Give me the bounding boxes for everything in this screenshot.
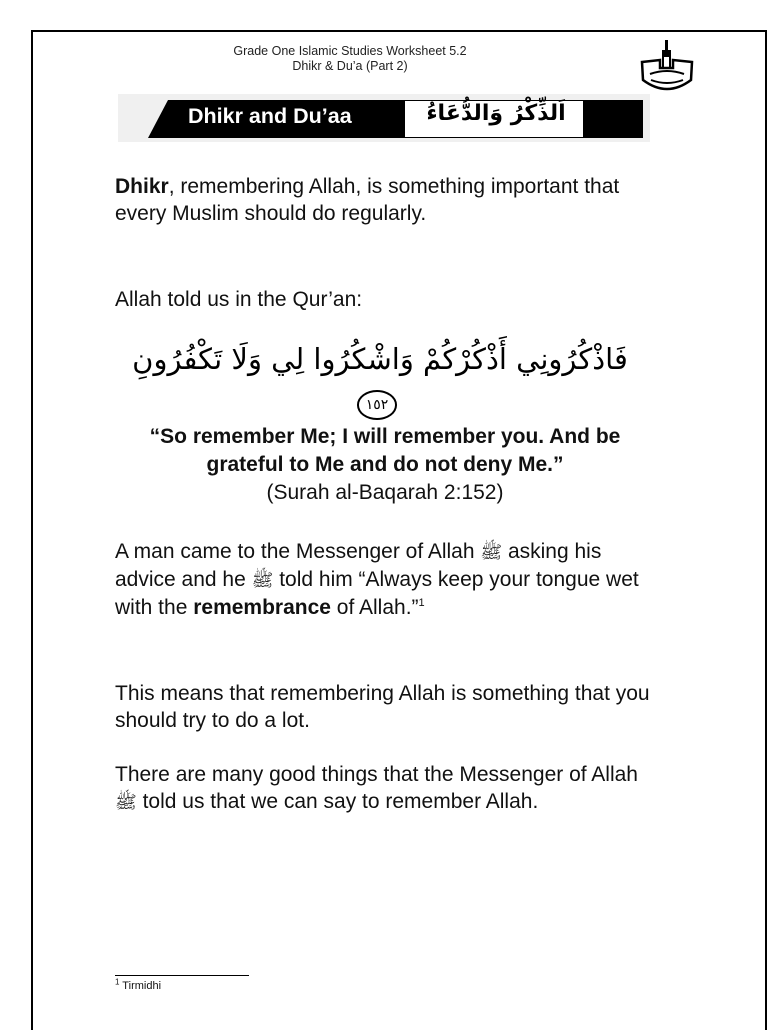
quran-verse-text: فَاذْكُرُونِي أَذْكُرْكُمْ وَاشْكُرُوا لِي وَلَا تَكْفُرُونِ — [132, 342, 628, 376]
remembrance-term: remembrance — [193, 596, 331, 619]
closing-text-2: told us that we can say to remember Allah. — [136, 790, 539, 813]
hadith-text-4: of Allah.” — [330, 596, 419, 619]
worksheet-header — [200, 44, 500, 74]
salawat-glyph: ﷺ — [480, 542, 503, 563]
meaning-paragraph: This means that remembering Allah is something that you should try to do a lot. — [115, 682, 650, 732]
intro-text: , remembering Allah, is something important that every Muslim should do regularly. — [115, 175, 620, 225]
header-line-1: Grade One Islamic Studies Worksheet 5.2 — [233, 44, 467, 58]
verse-translation — [118, 423, 652, 507]
verse-reference: (Surah al-Baqarah 2:152) — [266, 481, 504, 504]
hadith-paragraph — [115, 538, 655, 621]
banner-arabic-title: اَلذِّكْرُ وَالدُّعَاءُ — [426, 101, 566, 126]
closing-text-1: There are many good things that the Messenger of Allah — [115, 763, 638, 786]
footnote-divider — [115, 975, 249, 976]
salawat-glyph: ﷺ — [251, 570, 274, 591]
footnote-text: Tirmidhi — [119, 980, 162, 992]
dhikr-term: Dhikr — [115, 175, 169, 198]
translation-text: “So remember Me; I will remember you. And be grateful to Me and do not deny Me.” — [149, 425, 621, 476]
hadith-text-3: told him “Always keep your tongue wet with the — [115, 568, 639, 619]
intro-paragraph — [115, 173, 655, 227]
footnote — [115, 977, 162, 992]
school-crest-icon — [636, 38, 698, 98]
footnote-number: 1 — [115, 977, 120, 987]
hadith-text-1: A man came to the Messenger of Allah — [115, 540, 481, 563]
quran-verse — [120, 337, 640, 425]
verse-number-badge: ١٥٢ — [357, 390, 398, 420]
quran-intro-text: Allah told us in the Qur’an: — [115, 288, 363, 311]
footnote-reference: 1 — [418, 597, 425, 609]
banner-title: Dhikr and Du’aa — [188, 104, 352, 128]
salawat-glyph: ﷺ — [115, 792, 137, 813]
closing-paragraph — [115, 761, 655, 816]
hadith-text-2: asking his advice and he — [115, 540, 602, 591]
header-line-2: Dhikr & Du’a (Part 2) — [292, 59, 408, 73]
